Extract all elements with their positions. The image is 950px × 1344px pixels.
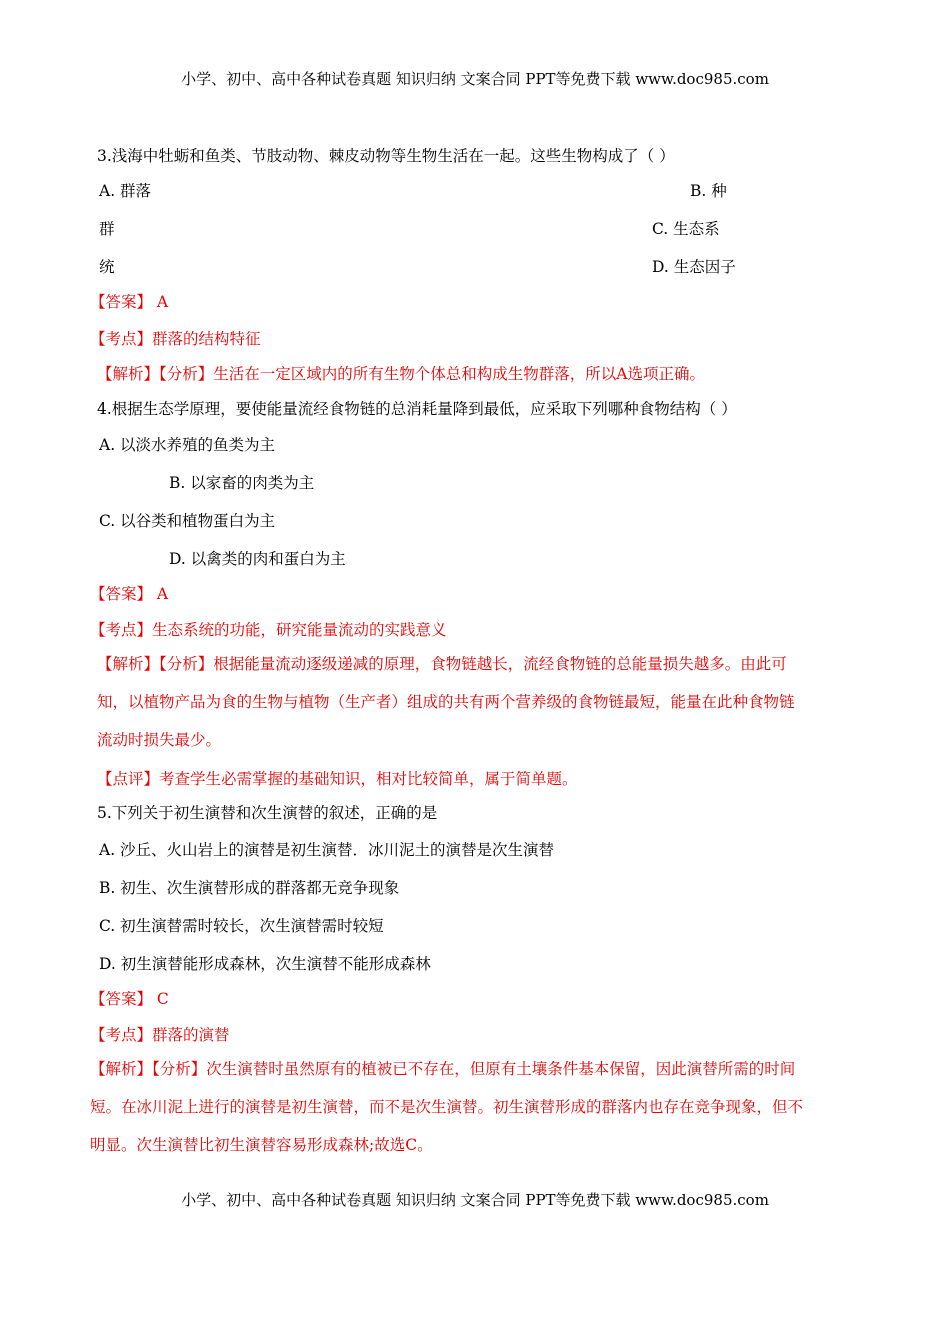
question-5-stem: 5.下列关于初生演替和次生演替的叙述，正确的是 (97, 804, 438, 822)
page-header: 小学、初中、高中各种试卷真题 知识归纳 文案合同 PPT等免费下载 www.doc985.com (181, 70, 769, 88)
q4-option-b: B. 以家畜的肉类为主 (169, 474, 315, 492)
page-footer: 小学、初中、高中各种试卷真题 知识归纳 文案合同 PPT等免费下载 www.doc985.com (181, 1191, 769, 1209)
q4-answer: 【答案】 A (90, 585, 169, 603)
q3-answer: 【答案】 A (90, 293, 169, 311)
q4-point: 【考点】生态系统的功能，研究能量流动的实践意义 (90, 621, 447, 639)
q4-analysis-line: 知，以植物产品为食的生物与植物（生产者）组成的共有两个营养级的食物链最短，能量在此种食物链 (97, 693, 795, 711)
q3-option-d: D. 生态因子 (652, 258, 736, 276)
q3-option-c-wrap: 统 (99, 258, 115, 276)
question-4-stem: 4.根据生态学原理，要使能量流经食物链的总消耗量降到最低，应采取下列哪种食物结构（ ） (97, 400, 737, 418)
q4-comment: 【点评】考查学生必需掌握的基础知识，相对比较简单，属于简单题。 (97, 770, 578, 788)
q4-option-a: A. 以淡水养殖的鱼类为主 (99, 436, 276, 454)
q3-option-b: B. 种 (690, 182, 727, 200)
q4-option-c: C. 以谷类和植物蛋白为主 (99, 512, 276, 530)
q4-option-d: D. 以禽类的肉和蛋白为主 (169, 550, 346, 568)
q3-option-b-wrap: 群 (99, 220, 115, 238)
q5-analysis-line: 短。在冰川泥上进行的演替是初生演替，而不是次生演替。初生演替形成的群落内也存在竞争现象，但不 (90, 1098, 804, 1116)
q5-analysis (90, 1050, 803, 1164)
q5-analysis-line: 明显。次生演替比初生演替容易形成森林;故选C。 (90, 1136, 433, 1154)
q3-analysis: 【解析】【分析】生活在一定区域内的所有生物个体总和构成生物群落，所以A选项正确。 (97, 365, 705, 383)
q4-analysis-line: 流动时损失最少。 (97, 731, 222, 749)
q5-option-a: A. 沙丘、火山岩上的演替是初生演替．冰川泥土的演替是次生演替 (99, 841, 555, 859)
q3-option-c: C. 生态系 (652, 220, 720, 238)
q5-option-b: B. 初生、次生演替形成的群落都无竞争现象 (99, 879, 400, 897)
question-3-stem: 3.浅海中牡蛎和鱼类、节肢动物、棘皮动物等生物生活在一起。这些生物构成了（ ） (97, 147, 675, 165)
q3-point: 【考点】群落的结构特征 (90, 330, 261, 348)
q4-analysis (97, 645, 795, 759)
q5-analysis-line: 【解析】【分析】次生演替时虽然原有的植被已不存在，但原有土壤条件基本保留，因此演替所需的时间 (90, 1060, 796, 1078)
q3-option-a: A. 群落 (99, 182, 152, 200)
q5-answer: 【答案】 C (90, 990, 169, 1008)
q4-analysis-line: 【解析】【分析】根据能量流动逐级递减的原理，食物链越长，流经食物链的总能量损失越多。由此可 (97, 655, 787, 673)
q5-option-c: C. 初生演替需时较长，次生演替需时较短 (99, 917, 384, 935)
q5-point: 【考点】群落的演替 (90, 1026, 230, 1044)
q5-option-d: D. 初生演替能形成森林，次生演替不能形成森林 (99, 955, 431, 973)
